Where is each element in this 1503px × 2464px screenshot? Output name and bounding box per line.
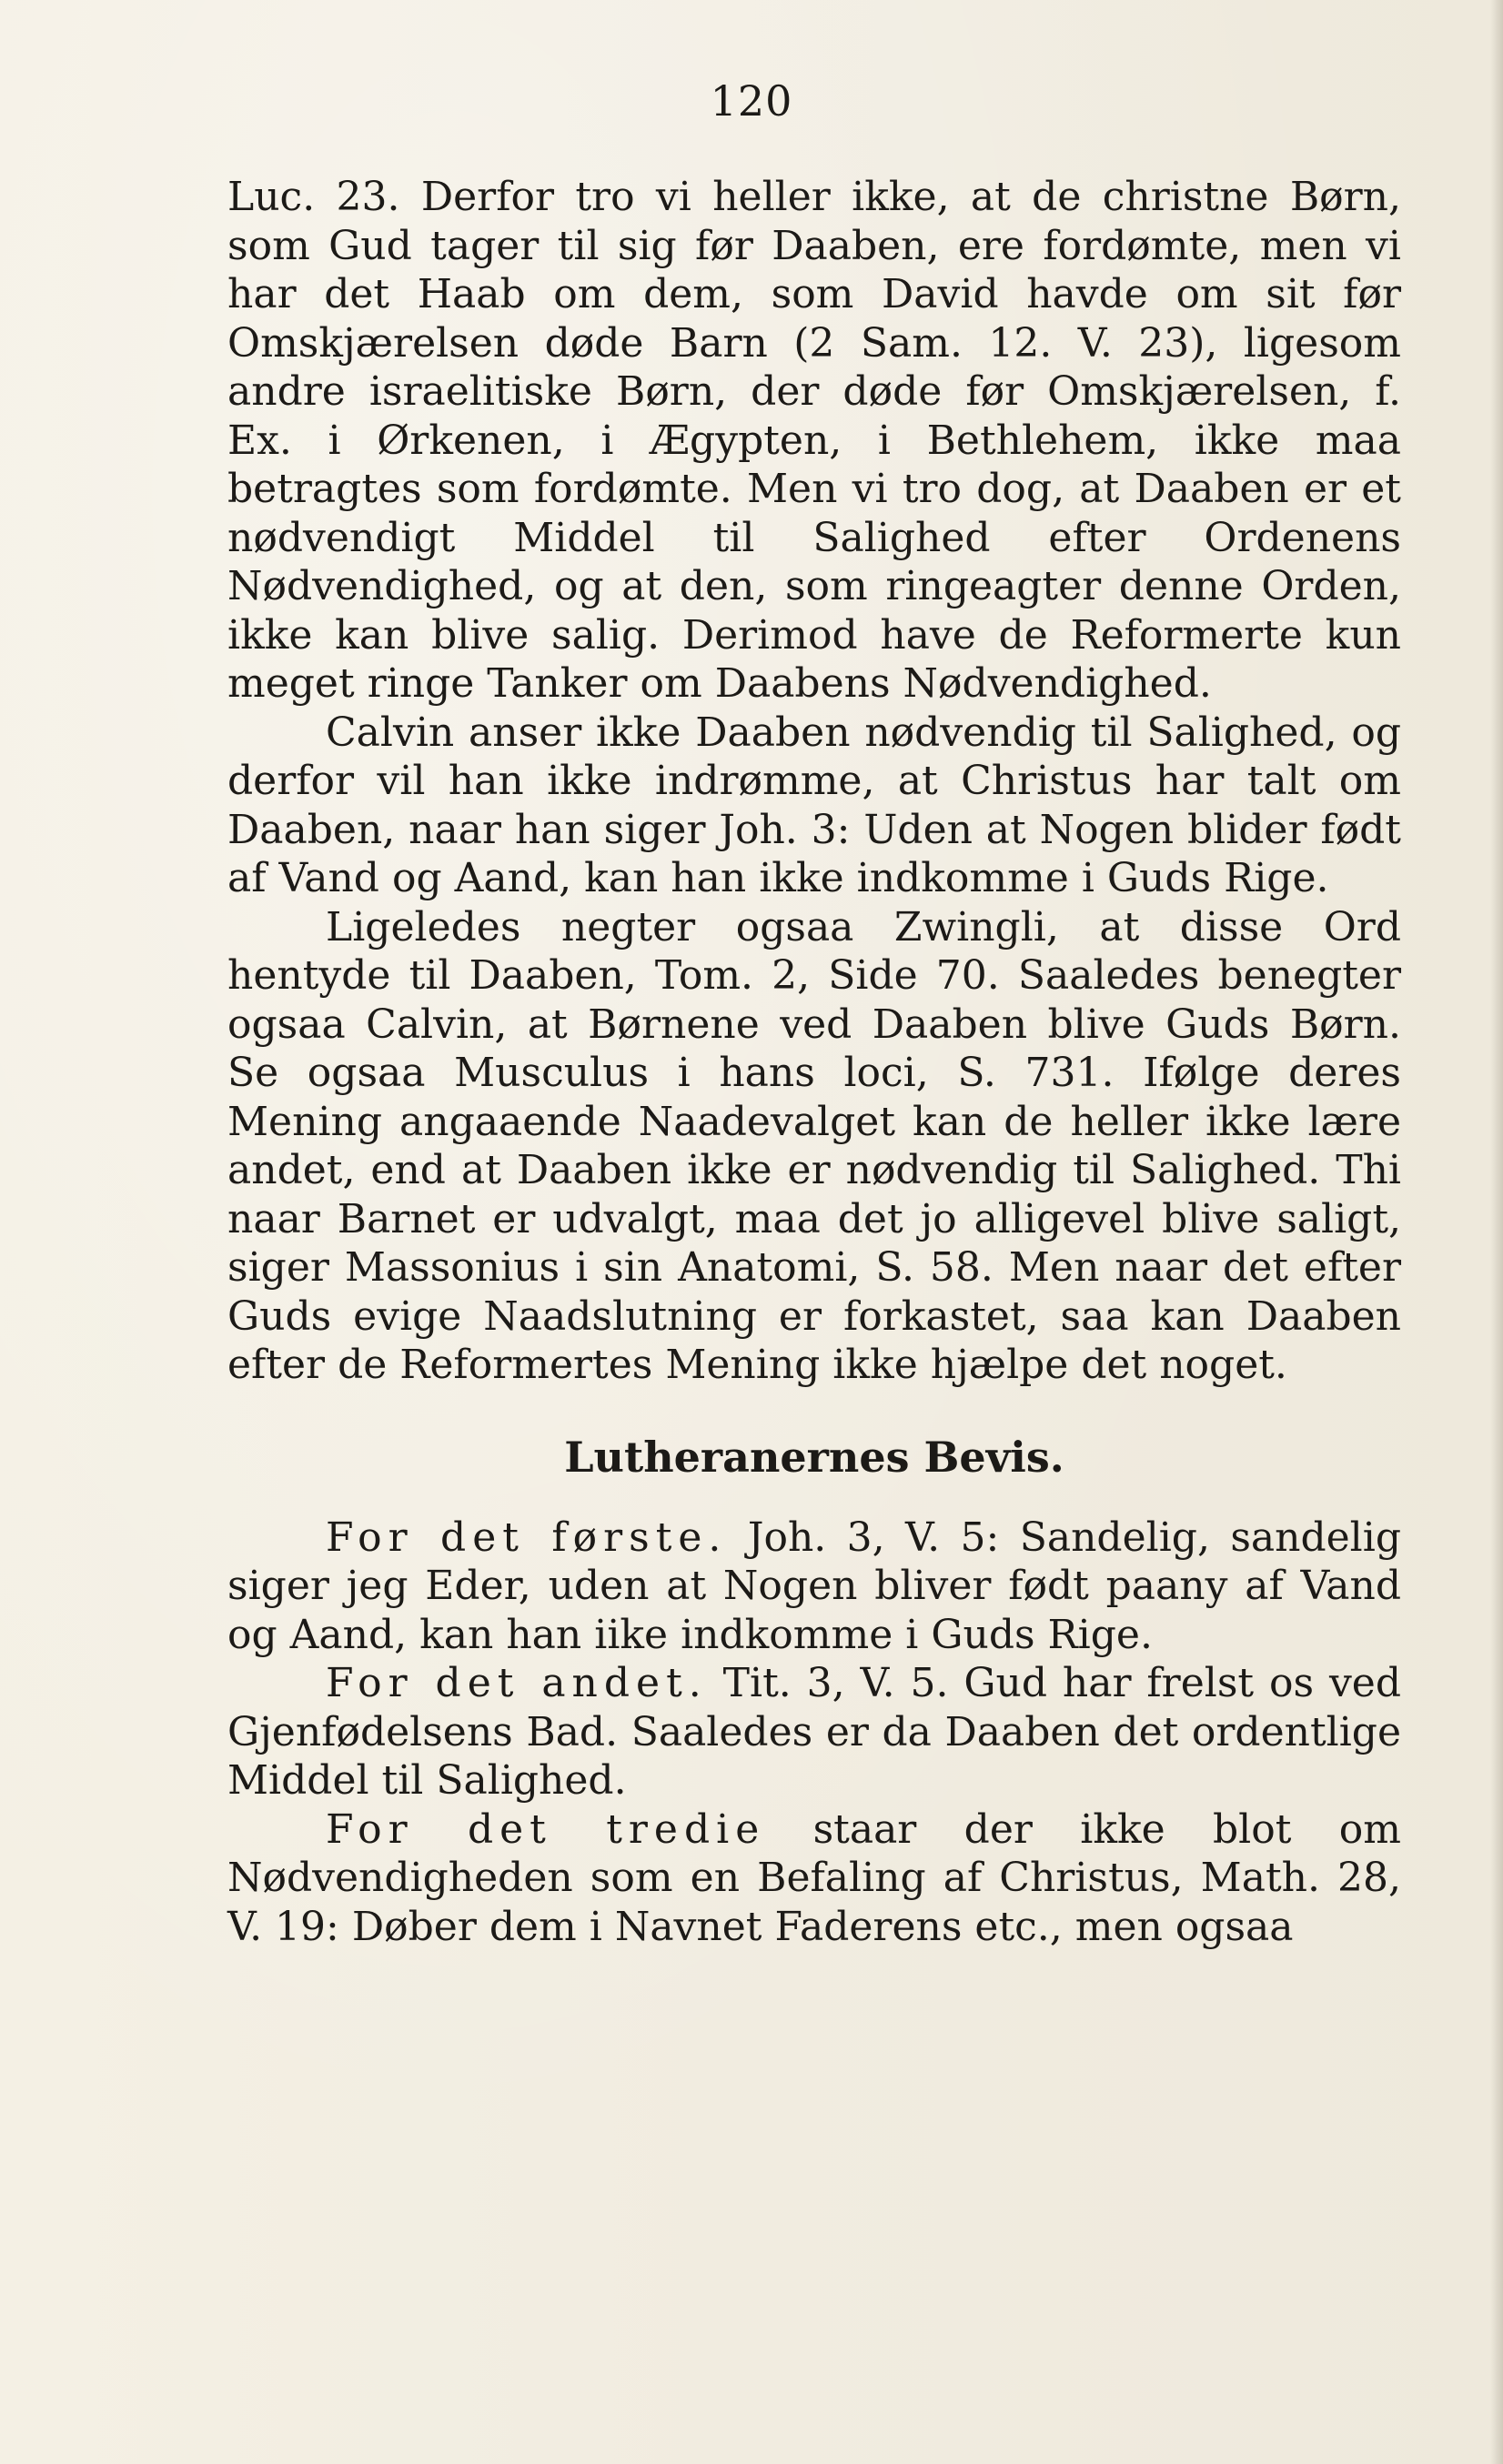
proof-second-text: Tit. 3, V. 5. Gud har frelst os ved Gjenfødelsens Bad. Saaledes er da Daaben det ordentlige Middel til Salighed.	[227, 1660, 1402, 1804]
main-text	[227, 173, 1401, 1951]
proof-third-text: staar der ikke blot om Nødvendigheden som en Befaling af Christus, Math. 28, V. 19: Døber dem i Navnet Faderens etc., men ogsaa	[227, 1805, 1401, 1950]
proof-third-label: For det tredie	[326, 1805, 766, 1853]
proof-second	[227, 1659, 1401, 1805]
page-number: 120	[710, 76, 793, 126]
proof-third	[227, 1805, 1401, 1952]
proof-first-text: Joh. 3, V. 5: Sandelig, sandelig siger jeg Eder, uden at Nogen bliver født paany af Vand og Aand, kan han iike indkomme i Guds Rige.	[227, 1514, 1401, 1658]
proof-second-label: For det andet.	[326, 1660, 708, 1706]
proof-first-label: For det første.	[326, 1514, 728, 1561]
proof-first	[227, 1514, 1401, 1660]
paragraph-luc-23: Luc. 23. Derfor tro vi heller ikke, at de christne Børn, som Gud tager til sig før Daaben, ere fordømte, men vi har det Haab om dem, som David havde om sit før Omskjærelsen døde Barn (2 Sam. 12. V. 23), ligesom andre israelitiske Børn, der døde før Omskjærelsen, f. Ex. i Ørkenen, i Ægypten, i Bethlehem, ikke maa betragtes som fordømte. Men vi tro dog, at Daaben er et nødvendigt Middel til Salighed efter Ordenens Nødvendighed, og at den, som ringeagter denne Orden, ikke kan blive salig. Derimod have de Reformerte kun meget ringe Tanker om Daabens Nødvendighed.	[227, 174, 1401, 707]
paragraph-calvin: Calvin anser ikke Daaben nødvendig til Salighed, og derfor vil han ikke indrømme, at Christus har talt om Daaben, naar han siger Joh. 3: Uden at Nogen blider født af Vand og Aand, kan han ikke indkomme i Guds Rige.	[227, 709, 1401, 901]
page-edge-shadow	[1490, 0, 1503, 2464]
section-heading: Lutheranernes Bevis.	[564, 1432, 1064, 1482]
paragraph-zwingli: Ligeledes negter ogsaa Zwingli, at disse Ord hentyde til Daaben, Tom. 2, Side 70. Saaledes benegter ogsaa Calvin, at Børnene ved Daaben blive Guds Børn. Se ogsaa Musculus i hans loci, S. 731. Ifølge deres Mening angaaende Naadevalget kan de heller ikke lære andet, end at Daaben ikke er nødvendig til Salighed. Thi naar Barnet er udvalgt, maa det jo alligevel blive saligt, siger Massonius i sin Anatomi, S. 58. Men naar det efter Guds evige Naadslutning er forkastet, saa kan Daaben efter de Reformertes Mening ikke hjælpe det noget.	[227, 903, 1401, 1388]
